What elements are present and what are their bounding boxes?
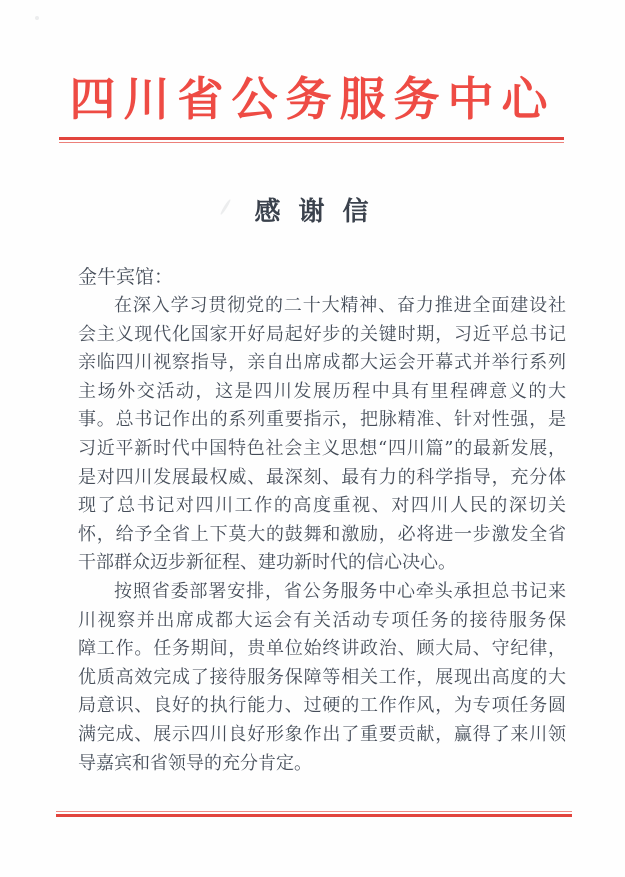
letterhead-rule bbox=[59, 137, 564, 143]
letterhead-rule-thin bbox=[59, 142, 564, 143]
letterhead-org-name: 四川省公务服务中心 bbox=[69, 72, 556, 126]
salutation: 金牛宾馆： bbox=[78, 266, 174, 288]
body-line: 优质高效完成了接待服务保障等相关工作，展现出高度的大 bbox=[78, 666, 566, 688]
body-line: 会主义现代化国家开好局起好步的关键时期，习近平总书记 bbox=[78, 323, 566, 345]
body-line: 事。总书记作出的系列重要指示，把脉精准、针对性强，是 bbox=[78, 409, 566, 431]
body-line: 主场外交活动，这是四川发展历程中具有里程碑意义的大 bbox=[78, 380, 566, 402]
scan-artifact bbox=[35, 16, 39, 20]
footer-rule bbox=[56, 811, 572, 817]
body-line: 是对四川发展最权威、最深刻、最有力的科学指导，充分体 bbox=[78, 466, 566, 488]
body-line: 局意识、良好的执行能力、过硬的工作作风，为专项任务圆 bbox=[78, 695, 566, 717]
body-line: 满完成、展示四川良好形象作出了重要贡献，赢得了来川领 bbox=[78, 723, 566, 745]
body-line: 在深入学习贯彻党的二十大精神、奋力推进全面建设社 bbox=[114, 295, 566, 316]
footer-rule-thick bbox=[56, 814, 572, 817]
body-line: 按照省委部署安排，省公务服务中心牵头承担总书记来 bbox=[114, 580, 566, 602]
letter-title: 感 谢 信 bbox=[254, 197, 371, 227]
body-line: 现了总书记对四川工作的高度重视、对四川人民的深切关 bbox=[78, 495, 566, 517]
body-line: 导嘉宾和省领导的充分肯定。 bbox=[78, 752, 312, 774]
body-line: 习近平新时代中国特色社会主义思想“四川篇”的最新发展， bbox=[78, 437, 566, 459]
body-line: 干部群众迈步新征程、建功新时代的信心决心。 bbox=[78, 552, 456, 574]
letter-body bbox=[78, 292, 566, 778]
body-line: 亲临四川视察指导，亲自出席成都大运会开幕式并举行系列 bbox=[78, 352, 566, 374]
body-line: 怀，给予全省上下莫大的鼓舞和激励，必将进一步激发全省 bbox=[78, 523, 566, 545]
body-line: 川视察并出席成都大运会有关活动专项任务的接待服务保 bbox=[78, 609, 566, 631]
body-line: 障工作。任务期间，贵单位始终讲政治、顾大局、守纪律， bbox=[78, 638, 566, 660]
